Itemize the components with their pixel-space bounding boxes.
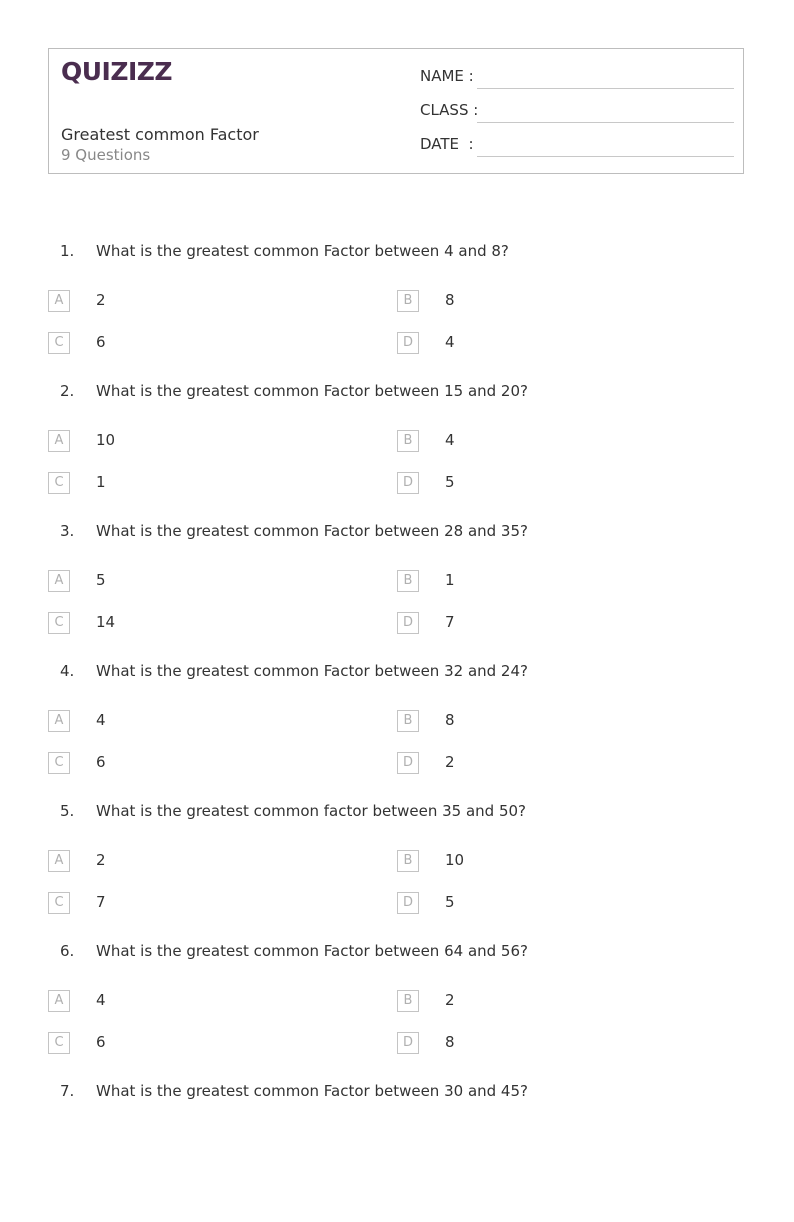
- option-letter-box[interactable]: B: [397, 710, 419, 732]
- question: [0, 802, 794, 942]
- question: [0, 942, 794, 1082]
- option-letter-box[interactable]: D: [397, 612, 419, 634]
- option-text: 6: [96, 1033, 106, 1051]
- class-field[interactable]: [420, 101, 734, 125]
- option-text: 7: [96, 893, 106, 911]
- option-text: 4: [96, 711, 106, 729]
- name-label: NAME :: [420, 67, 474, 85]
- option-letter-box[interactable]: A: [48, 710, 70, 732]
- worksheet-header: [48, 48, 744, 174]
- question-number: 5.: [60, 802, 75, 820]
- option-text: 6: [96, 333, 106, 351]
- question-number: 6.: [60, 942, 75, 960]
- question-text: What is the greatest common factor between 35 and 50?: [96, 802, 527, 820]
- option-letter-box[interactable]: D: [397, 1032, 419, 1054]
- name-line[interactable]: [477, 88, 734, 89]
- option-letter-box[interactable]: D: [397, 892, 419, 914]
- option-letter-box[interactable]: C: [48, 1032, 70, 1054]
- option-letter-box[interactable]: A: [48, 570, 70, 592]
- name-field[interactable]: [420, 67, 734, 91]
- class-label: CLASS :: [420, 101, 479, 119]
- option-text: 2: [96, 291, 106, 309]
- option-letter-box[interactable]: C: [48, 472, 70, 494]
- option-letter-box[interactable]: C: [48, 332, 70, 354]
- option-text: 2: [96, 851, 106, 869]
- option-letter-box[interactable]: A: [48, 850, 70, 872]
- question: [0, 662, 794, 802]
- option-letter-box[interactable]: A: [48, 290, 70, 312]
- option-letter-box[interactable]: C: [48, 612, 70, 634]
- question-text: What is the greatest common Factor between 4 and 8?: [96, 242, 509, 260]
- option-text: 4: [445, 431, 455, 449]
- quizizz-logo: QUIZIZZ: [61, 57, 173, 86]
- option-letter-box[interactable]: D: [397, 332, 419, 354]
- option-letter-box[interactable]: C: [48, 752, 70, 774]
- question: [0, 522, 794, 662]
- question: [0, 382, 794, 522]
- option-letter-box[interactable]: A: [48, 990, 70, 1012]
- option-letter-box[interactable]: D: [397, 752, 419, 774]
- date-line[interactable]: [477, 156, 734, 157]
- question-number: 4.: [60, 662, 75, 680]
- question-text: What is the greatest common Factor between 15 and 20?: [96, 382, 528, 400]
- question-number: 2.: [60, 382, 75, 400]
- option-text: 7: [445, 613, 455, 631]
- option-text: 5: [96, 571, 106, 589]
- option-letter-box[interactable]: D: [397, 472, 419, 494]
- date-label: DATE :: [420, 135, 474, 153]
- option-letter-box[interactable]: A: [48, 430, 70, 452]
- option-letter-box[interactable]: B: [397, 290, 419, 312]
- option-letter-box[interactable]: C: [48, 892, 70, 914]
- option-letter-box[interactable]: B: [397, 430, 419, 452]
- option-text: 4: [96, 991, 106, 1009]
- option-text: 5: [445, 893, 455, 911]
- question-text: What is the greatest common Factor between 28 and 35?: [96, 522, 528, 540]
- class-line[interactable]: [477, 122, 734, 123]
- date-field[interactable]: [420, 135, 734, 159]
- question-count: 9 Questions: [61, 146, 151, 164]
- option-letter-box[interactable]: B: [397, 570, 419, 592]
- option-text: 4: [445, 333, 455, 351]
- question: [0, 242, 794, 382]
- option-letter-box[interactable]: B: [397, 850, 419, 872]
- question-text: What is the greatest common Factor between 64 and 56?: [96, 942, 528, 960]
- option-text: 5: [445, 473, 455, 491]
- question-number: 3.: [60, 522, 75, 540]
- question-number: 7.: [60, 1082, 75, 1100]
- question: [0, 1082, 794, 1222]
- option-text: 8: [445, 711, 455, 729]
- option-text: 10: [96, 431, 116, 449]
- worksheet-title: Greatest common Factor: [61, 125, 259, 144]
- option-text: 1: [96, 473, 106, 491]
- option-text: 2: [445, 991, 455, 1009]
- option-letter-box[interactable]: B: [397, 990, 419, 1012]
- question-number: 1.: [60, 242, 75, 260]
- question-text: What is the greatest common Factor between 30 and 45?: [96, 1082, 528, 1100]
- question-text: What is the greatest common Factor between 32 and 24?: [96, 662, 528, 680]
- option-text: 1: [445, 571, 455, 589]
- option-text: 6: [96, 753, 106, 771]
- option-text: 8: [445, 291, 455, 309]
- option-text: 14: [96, 613, 116, 631]
- option-text: 10: [445, 851, 465, 869]
- option-text: 8: [445, 1033, 455, 1051]
- option-text: 2: [445, 753, 455, 771]
